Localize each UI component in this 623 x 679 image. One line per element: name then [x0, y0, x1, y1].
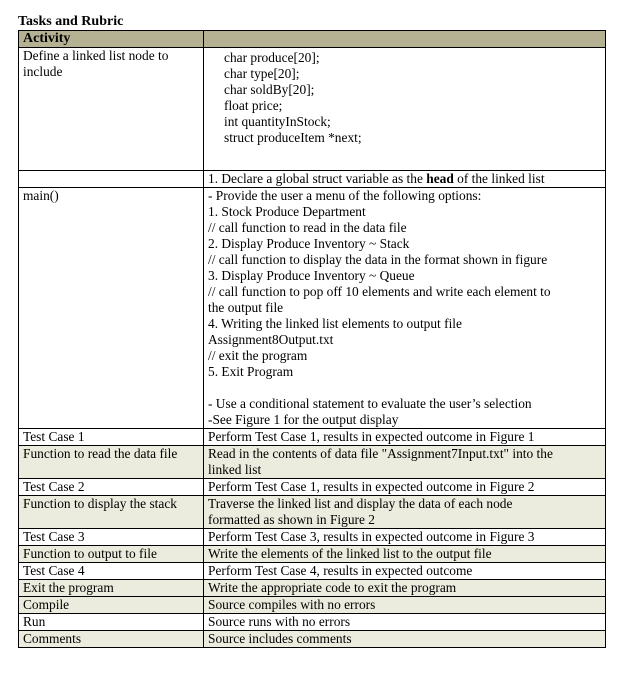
rubric-label: Test Case 4 [19, 563, 204, 580]
rubric-row [19, 529, 606, 546]
description-line: Write the appropriate code to exit the program [208, 580, 457, 595]
main-line: // call function to pop off 10 elements and write each element to [208, 284, 551, 299]
rubric-row [19, 563, 606, 580]
rubric-description [204, 614, 606, 631]
rubric-description [204, 597, 606, 614]
struct-code-block [204, 48, 606, 171]
main-line: // exit the program [208, 348, 308, 363]
head-declaration-row [19, 171, 606, 188]
code-line: char soldBy[20]; [224, 82, 315, 97]
main-line: -See Figure 1 for the output display [208, 412, 399, 427]
description-line: Source runs with no errors [208, 614, 351, 629]
rubric-label: Test Case 2 [19, 479, 204, 496]
main-label: main() [19, 188, 204, 429]
head-prefix: 1. Declare a global struct variable as the [208, 171, 427, 186]
rubric-row [19, 429, 606, 446]
main-line: 2. Display Produce Inventory ~ Stack [208, 236, 410, 251]
description-line: Source compiles with no errors [208, 597, 376, 612]
rubric-description [204, 546, 606, 563]
description-line: Perform Test Case 1, results in expected outcome in Figure 2 [208, 479, 535, 494]
description-line: formatted as shown in Figure 2 [208, 512, 375, 527]
head-row-label [19, 171, 204, 188]
rubric-label: Run [19, 614, 204, 631]
rubric-description [204, 580, 606, 597]
main-line: // call function to display the data in the format shown in figure [208, 252, 548, 267]
rubric-description [204, 529, 606, 546]
rubric-row [19, 580, 606, 597]
head-bold-word: head [426, 171, 454, 186]
rubric-row [19, 631, 606, 648]
main-line: the output file [208, 300, 284, 315]
rubric-description [204, 429, 606, 446]
main-line: 1. Stock Produce Department [208, 204, 366, 219]
header-blank-cell [204, 31, 606, 48]
rubric-label: Test Case 1 [19, 429, 204, 446]
rubric-row [19, 479, 606, 496]
main-line: 3. Display Produce Inventory ~ Queue [208, 268, 415, 283]
description-line: Perform Test Case 3, results in expected outcome in Figure 3 [208, 529, 535, 544]
page-title: Tasks and Rubric [18, 14, 124, 29]
description-line: Traverse the linked list and display the data of each node [208, 496, 513, 511]
rubric-description [204, 479, 606, 496]
main-description [204, 188, 606, 429]
rubric-description [204, 563, 606, 580]
rubric-description [204, 496, 606, 529]
rubric-label: Exit the program [19, 580, 204, 597]
rubric-label: Test Case 3 [19, 529, 204, 546]
rubric-description [204, 631, 606, 648]
rubric-label: Function to display the stack [19, 496, 204, 529]
rubric-row [19, 614, 606, 631]
rubric-table [18, 30, 606, 648]
main-line: - Provide the user a menu of the following options: [208, 188, 482, 203]
description-line: linked list [208, 462, 262, 477]
node-label-line-1: Define a linked list node to [23, 48, 169, 63]
code-line: char type[20]; [224, 66, 300, 81]
rubric-description [204, 446, 606, 479]
rubric-label: Compile [19, 597, 204, 614]
main-line: 4. Writing the linked list elements to output file [208, 316, 462, 331]
main-row [19, 188, 606, 429]
rubric-row [19, 597, 606, 614]
code-line: float price; [224, 98, 283, 113]
rubric-row [19, 446, 606, 479]
rubric-row [19, 496, 606, 529]
description-line: Perform Test Case 4, results in expected outcome [208, 563, 473, 578]
main-line: // call function to read in the data file [208, 220, 407, 235]
node-definition-row [19, 48, 606, 171]
rubric-label: Function to read the data file [19, 446, 204, 479]
node-definition-label [19, 48, 204, 171]
code-line: char produce[20]; [224, 50, 320, 65]
main-line: Assignment8Output.txt [208, 332, 334, 347]
head-suffix: of the linked list [453, 171, 545, 186]
description-line: Source includes comments [208, 631, 352, 646]
rubric-row [19, 546, 606, 563]
code-line: int quantityInStock; [224, 114, 331, 129]
head-row-desc [204, 171, 606, 188]
main-line: - Use a conditional statement to evaluate the user’s selection [208, 396, 532, 411]
code-line: struct produceItem *next; [224, 130, 362, 145]
rubric-label: Function to output to file [19, 546, 204, 563]
description-line: Read in the contents of data file "Assignment7Input.txt" into the [208, 446, 553, 461]
header-row [19, 31, 606, 48]
node-label-line-2: include [23, 64, 63, 79]
activity-header: Activity [19, 31, 204, 48]
description-line: Perform Test Case 1, results in expected outcome in Figure 1 [208, 429, 535, 444]
rubric-label: Comments [19, 631, 204, 648]
main-line: 5. Exit Program [208, 364, 294, 379]
blank-line [208, 380, 601, 396]
description-line: Write the elements of the linked list to the output file [208, 546, 492, 561]
